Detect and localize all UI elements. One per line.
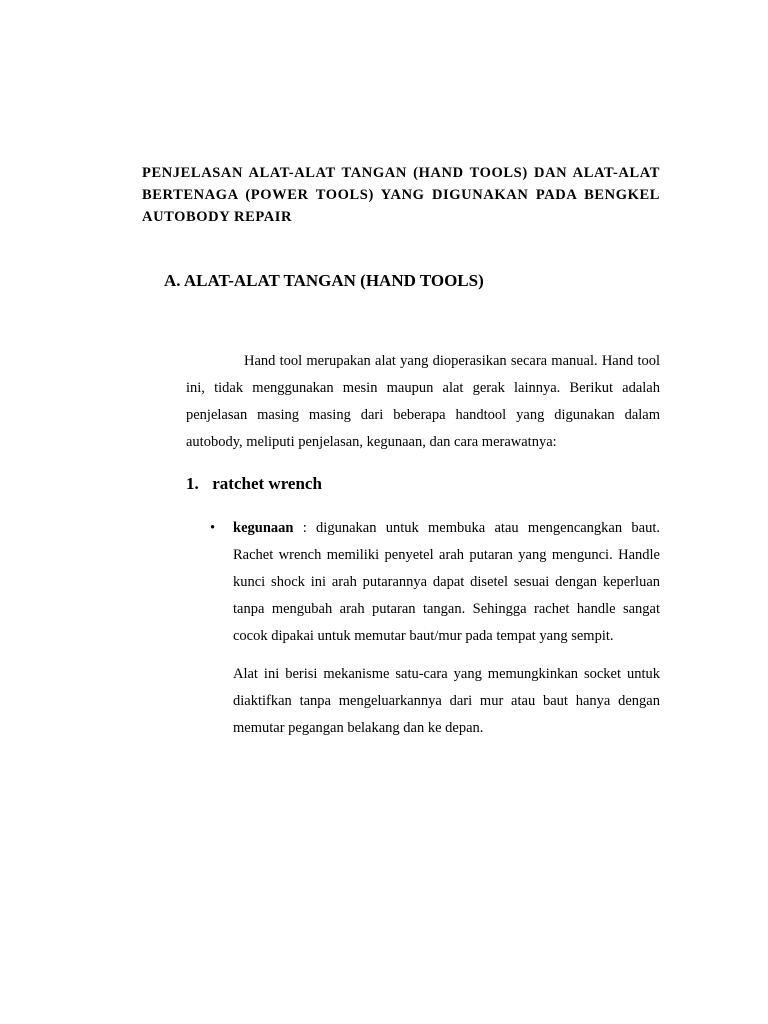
kegunaan-definition: : digunakan untuk membuka atau mengencangkan baut. Rachet wrench memiliki penyetel arah putaran yang mengunci. Handle kunci shock ini arah putarannya dapat disetel sesuai dengan keperluan tanpa mengubah arah putaran tangan. Sehingga rachet handle sangat cocok dipakai untuk memutar baut/mur pada tempat yang sempit. [233,520,660,644]
bullet-icon: • [210,520,216,536]
intro-paragraph: Hand tool merupakan alat yang dioperasikan secara manual. Hand tool ini, tidak menggunakan mesin maupun alat gerak lainnya. Berikut adalah penjelasan masing masing dari beberapa handtool yang digunakan dalam autobody, meliputi penjelasan, kegunaan, dan cara merawatnya: [186,353,660,450]
item-name: ratchet wrench [212,474,322,493]
document-title: PENJELASAN ALAT-ALAT TANGAN (HAND TOOLS) DAN ALAT-ALAT BERTENAGA (POWER TOOLS) YANG DIGUNAKAN PADA BENGKEL AUTOBODY REPAIR [142,165,660,225]
kegunaan-paragraph [233,515,660,650]
kegunaan-term: kegunaan [233,520,294,536]
bullet-list-item [208,515,660,650]
item-number: 1. [186,474,199,493]
item-heading-ratchet-wrench [186,471,322,497]
mechanism-paragraph: Alat ini berisi mekanisme satu-cara yang memungkinkan socket untuk diaktifkan tanpa mengeluarkannya dari mur atau baut hanya dengan memutar pegangan belakang dan ke depan. [233,666,660,736]
section-heading-hand-tools: A. ALAT-ALAT TANGAN (HAND TOOLS) [164,271,484,290]
